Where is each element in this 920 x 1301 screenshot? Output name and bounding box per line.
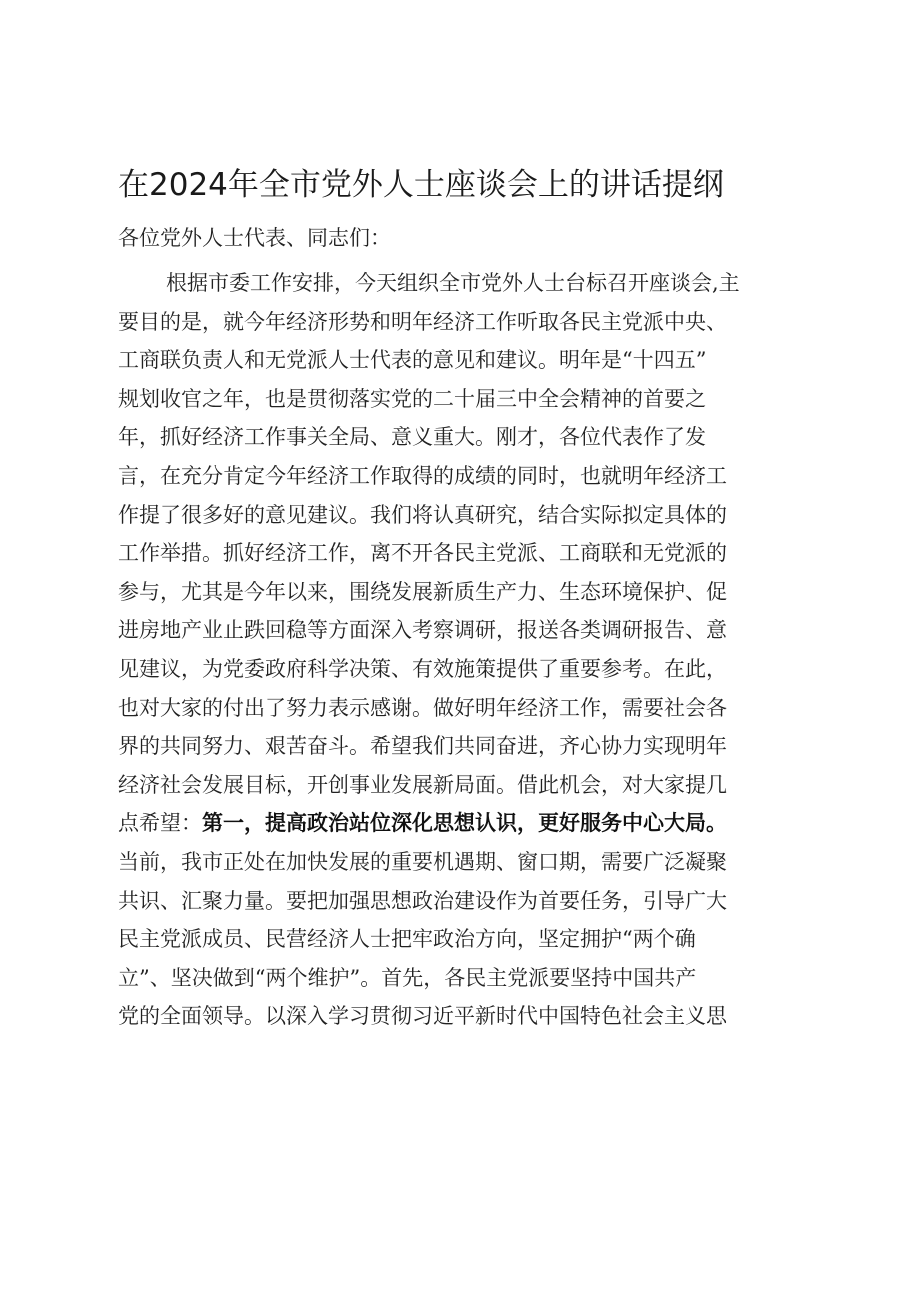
paragraph-line: 见建议，为党委政府科学决策、有效施策提供了重要参考。在此，: [118, 656, 727, 681]
paragraph-line: 民主党派成员、民营经济人士把牢政治方向，坚定拥护“两个确: [118, 927, 696, 952]
paragraph-line: 工商联负责人和无党派人士代表的意见和建议。明年是“十四五”: [118, 348, 707, 373]
paragraph-line: 作提了很多好的意见建议。我们将认真研究，结合实际拟定具体的: [118, 502, 727, 527]
paragraph-line: 言，在充分肯定今年经济工作取得的成绩的同时，也就明年经济工: [118, 463, 727, 488]
document-title: 在2024年全市党外人士座谈会上的讲话提纲: [118, 167, 724, 203]
paragraph-line: 当前，我市正处在加快发展的重要机遇期、窗口期，需要广泛凝聚: [118, 849, 727, 874]
body-text: [118, 264, 808, 1036]
paragraph-line: 立”、坚决做到“两个维护”。首先，各民主党派要坚持中国共产: [118, 965, 697, 990]
paragraph-line: 也对大家的付出了努力表示感谢。做好明年经济工作，需要社会各: [118, 695, 727, 720]
salutation: 各位党外人士代表、同志们：: [118, 226, 391, 250]
paragraph-line: 规划收官之年，也是贯彻落实党的二十届三中全会精神的首要之: [118, 386, 706, 411]
paragraph-line: 共识、汇聚力量。要把加强思想政治建设作为首要任务，引导广大: [118, 888, 727, 913]
paragraph-line: 工作举措。抓好经济工作，离不开各民主党派、工商联和无党派的: [118, 541, 727, 566]
paragraph-line: 党的全面领导。以深入学习贯彻习近平新时代中国特色社会主义思: [118, 1004, 727, 1029]
paragraph-line: 年，抓好经济工作事关全局、意义重大。刚才，各位代表作了发: [118, 425, 706, 450]
line-prefix: 点希望：: [118, 811, 202, 836]
paragraph-line: 要目的是，就今年经济形势和明年经济工作听取各民主党派中央、: [118, 309, 727, 334]
point-one-heading: 第一，提高政治站位深化思想认识，更好服务中心大局。: [202, 810, 727, 836]
paragraph-line: 参与，尤其是今年以来，围绕发展新质生产力、生态环境保护、促: [118, 579, 727, 604]
paragraph-line: 进房地产业止跌回稳等方面深入考察调研，报送各类调研报告、意: [118, 618, 727, 643]
paragraph-line: 根据市委工作安排，今天组织全市党外人士台标召开座谈会,主: [166, 271, 740, 295]
paragraph-line: 界的共同努力、艰苦奋斗。希望我们共同奋进，齐心协力实现明年: [118, 734, 727, 759]
paragraph-line-with-heading: [118, 804, 808, 843]
paragraph-line: 经济社会发展目标，开创事业发展新局面。借此机会，对大家提几: [118, 772, 727, 797]
